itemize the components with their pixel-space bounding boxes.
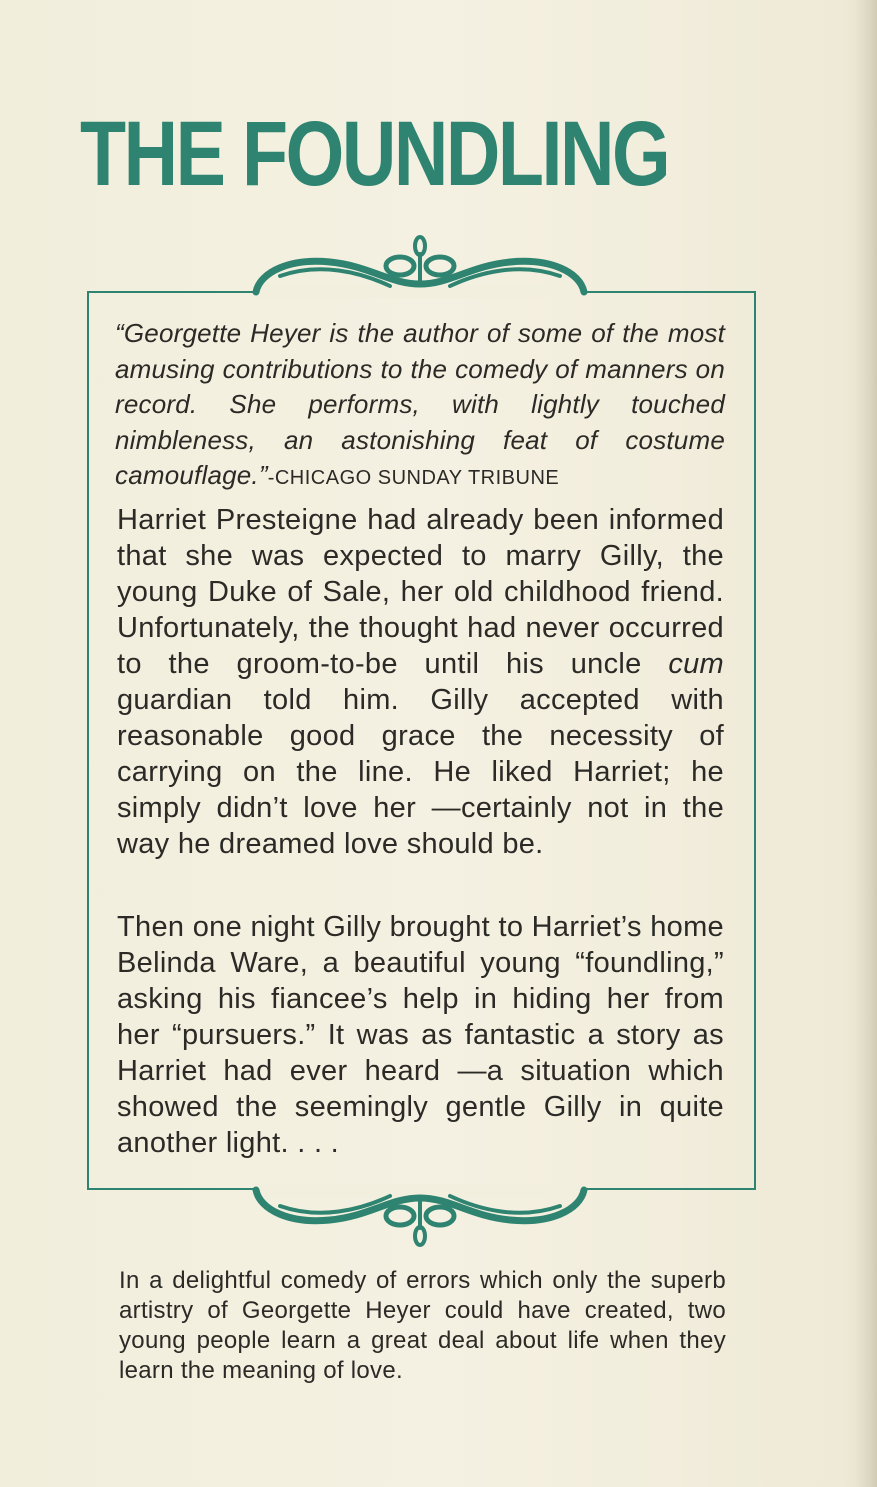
bottom-flourish-ornament <box>250 1172 590 1250</box>
description-p1-start: Harriet Presteigne had already been informed that she was expected to marry Gilly, the young Duke of Sale, her old childhood friend. Unfortunately, the thought had never occurred to the groom-to-be until his uncle <box>117 504 724 680</box>
cover-edge-shadow <box>855 0 877 1487</box>
review-quote-text: “Georgette Heyer is the author of some of the most amusing contributions to the comedy of manners on record. She performs, with lightly touched nimbleness, an astonishing feat of costume camouflage.” <box>115 318 725 490</box>
description-paragraph-2: Then one night Gilly brought to Harriet’s home Belinda Ware, a beautiful young “foundling,” asking his fiancee’s help in hiding her from her “pursuers.” It was as fantastic a story as Harriet had ever heard —a situation which showed the seemingly gentle Gilly in quite another light. . . . <box>117 911 724 1159</box>
book-title: THE FOUNDLING <box>80 103 669 205</box>
description-p1-end: guardian told him. Gilly accepted with reasonable good grace the necessity of carrying on the line. He liked Harriet; he simply didn’t love her —certainly not in the way he dreamed love should be. <box>117 684 724 860</box>
description-paragraph-1 <box>117 502 724 862</box>
top-flourish-ornament <box>250 232 590 310</box>
description-p1-emphasis: cum <box>668 648 724 680</box>
review-source: -CHICAGO SUNDAY TRIBUNE <box>267 467 560 489</box>
closing-blurb: In a delightful comedy of errors which only the superb artistry of Georgette Heyer could have created, two young people learn a great deal about life when they learn the meaning of love. <box>119 1267 726 1384</box>
review-quote <box>115 316 725 497</box>
